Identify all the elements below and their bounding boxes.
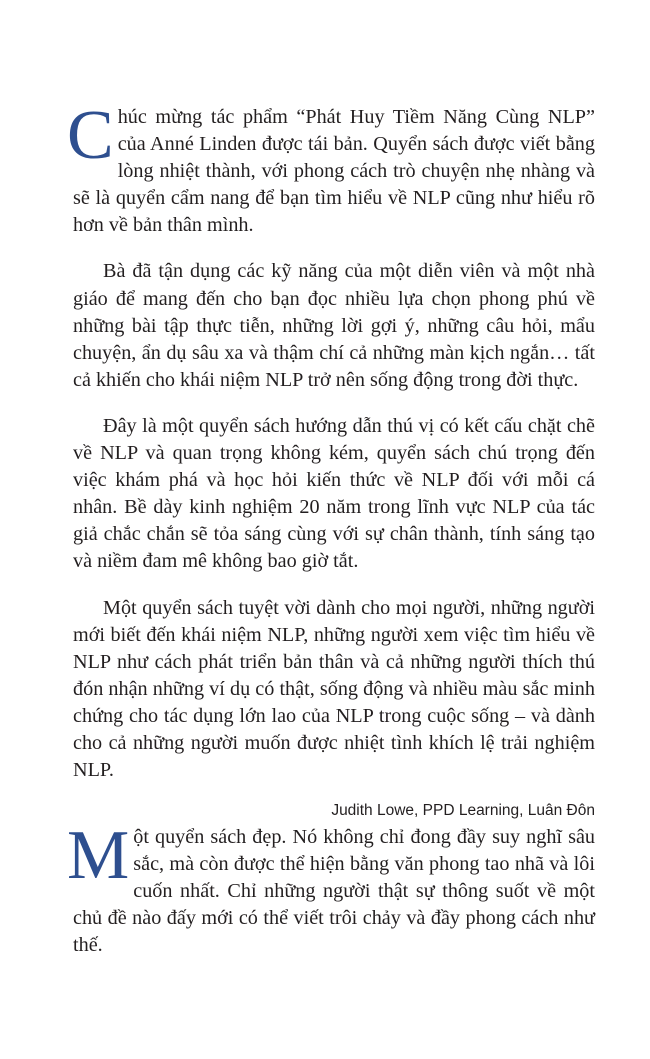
paragraph-1-text: húc mừng tác phẩm “Phát Huy Tiềm Năng Cùng NLP” của Anné Linden được tái bản. Quyển sách được viết bằng lòng nhiệt thành, với phong cách trò chuyện nhẹ nhàng và sẽ là quyển cẩm nang để bạn tìm hiểu về NLP cũng như hiểu rõ hơn về bản thân mình. [73,106,595,237]
paragraph-5-text: ột quyển sách đẹp. Nó không chỉ đong đầy suy nghĩ sâu sắc, mà còn được thể hiện bằng văn phong tao nhã và lôi cuốn nhất. Chỉ những người thật sự thông suốt về một chủ đề nào đấy mới có thể viết trôi chảy và đầy phong cách như thế. [73,826,595,957]
testimonial-1 [67,97,595,821]
drop-cap-c: C [67,97,114,174]
paragraph-5 [67,817,595,959]
drop-cap-m: M [67,817,130,894]
paragraph-1 [67,97,595,239]
testimonial-2 [67,817,595,978]
paragraph-3: Đây là một quyển sách hướng dẫn thú vị có kết cấu chặt chẽ về NLP và quan trọng không kém, quyển sách chú trọng đến việc khám phá và học hỏi kiến thức về NLP đối với mỗi cá nhân. Bề dày kinh nghiệm 20 năm trong lĩnh vực NLP của tác giả chắc chắn sẽ tỏa sáng cùng với sự chân thành, tính sáng tạo và niềm đam mê không bao giờ tắt. [73,414,595,573]
paragraph-2: Bà đã tận dụng các kỹ năng của một diễn viên và một nhà giáo để mang đến cho bạn đọc nhiều lựa chọn phong phú về những bài tập thực tiễn, những lời gợi ý, những câu hỏi, mẩu chuyện, ẩn dụ sâu xa và thậm chí cả những màn kịch ngắn… tất cả khiến cho khái niệm NLP trở nên sống động trong đời thực. [73,260,595,391]
attribution: Judith Lowe, PPD Learning, Luân Đôn [331,802,595,820]
paragraph-4: Một quyển sách tuyệt vời dành cho mọi người, những người mới biết đến khái niệm NLP, những người xem việc tìm hiểu về NLP như cách phát triển bản thân và cả những người thích thú đón nhận những ví dụ có thật, sống động và nhiều màu sắc minh chứng cho tác dụng lớn lao của NLP trong cuộc sống – và dành cho cả những người muốn được nhiệt tình khích lệ trải nghiệm NLP. [73,596,595,782]
